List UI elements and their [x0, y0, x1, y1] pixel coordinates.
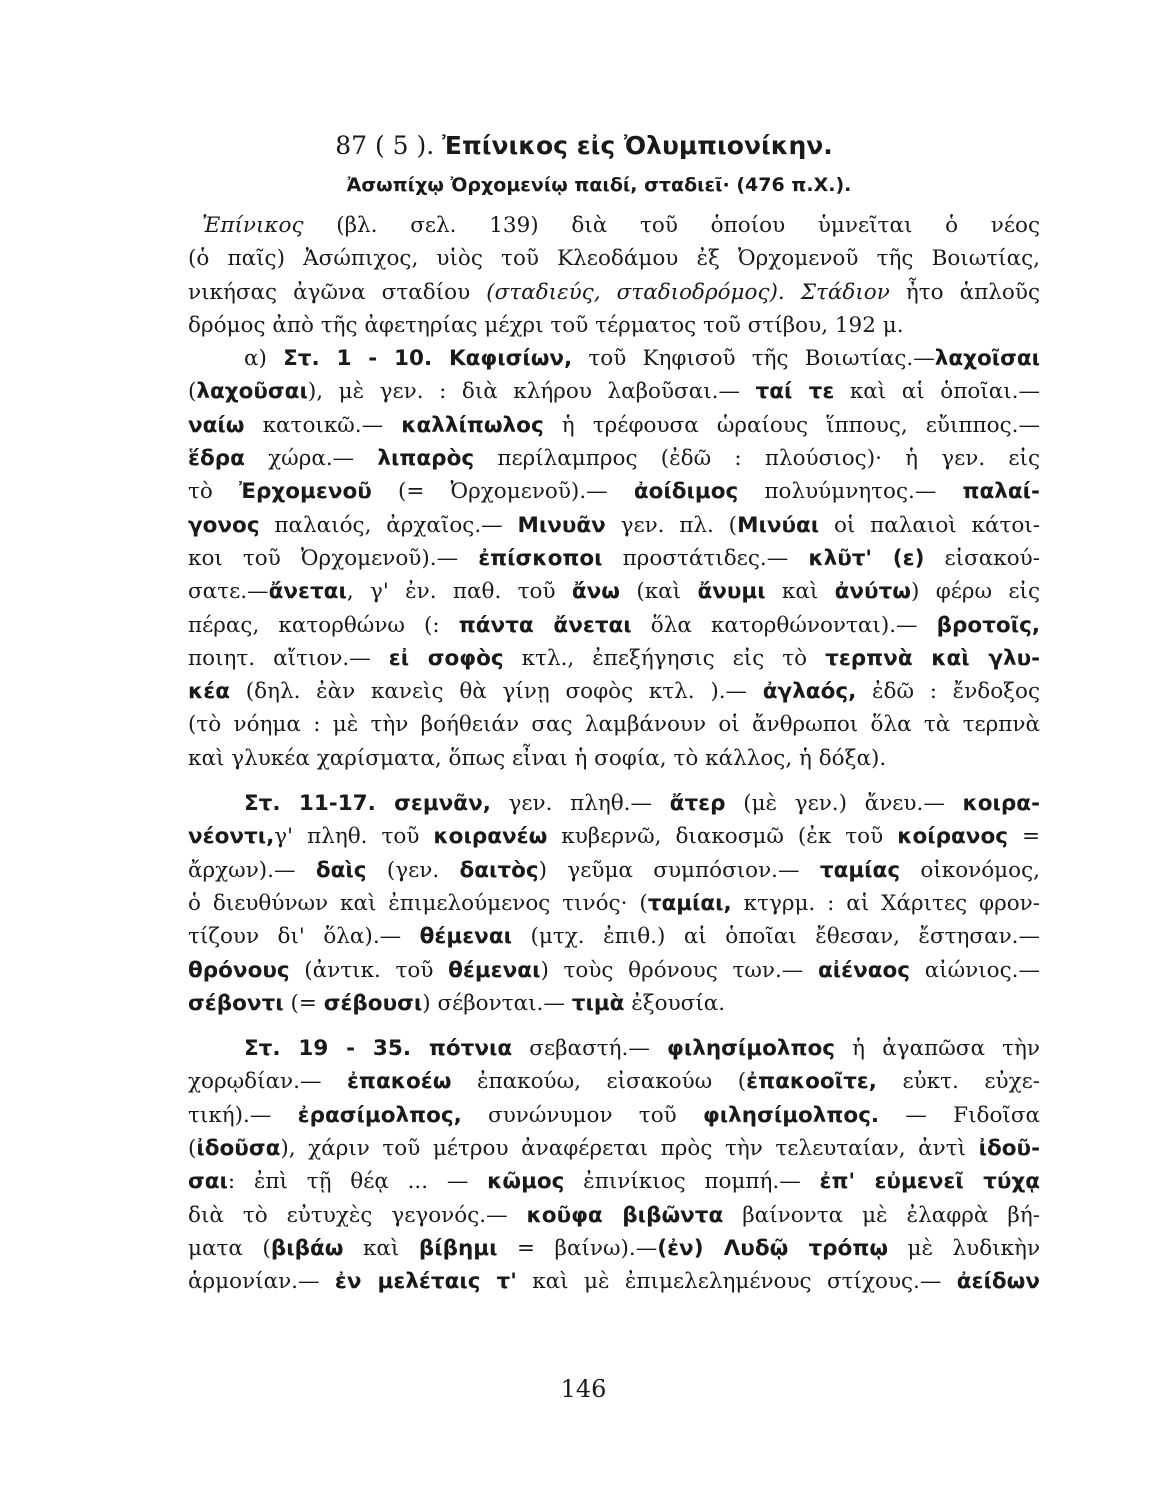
bold-term: ἄνεται: [268, 579, 347, 605]
text-line: [188, 954, 1040, 987]
bold-term: κοιρανέω: [433, 824, 548, 850]
text-run: καὶ: [765, 579, 835, 605]
bold-term: φιλησίμολπος.: [702, 1102, 880, 1128]
text-line: [188, 920, 1040, 953]
text-run: καὶ γλυκέα χαρίσματα, ὅπως εἶναι ἡ σοφία, τὸ κάλλος, ἡ δόξα).: [188, 745, 887, 771]
text-run: κτλ., ἐπεξήγησις εἰς τὸ: [503, 645, 826, 671]
text-line: [188, 342, 1040, 375]
bold-term: ἐπακοοῖτε,: [746, 1069, 877, 1095]
bold-term: σαι: [188, 1169, 228, 1195]
bold-term: παλαί-: [962, 479, 1040, 505]
bold-term: λαχοῖσαι: [934, 346, 1041, 372]
text-run: (ἀντικ. τοῦ: [289, 957, 449, 983]
bold-term: πάντα ἄνεται: [458, 612, 632, 638]
bold-term: Μινύαι: [737, 512, 820, 538]
text-run: ματα (: [188, 1235, 271, 1261]
text-run: ἐπινίκιος πομπή.—: [564, 1169, 820, 1195]
text-run: (μὲ γεν.) ἄνευ.—: [725, 791, 963, 817]
bold-term: Στ. 11-17. σεμνᾶν,: [244, 791, 491, 817]
text-run: ) φέρω εἰς: [910, 579, 1041, 605]
bold-term: ταμίαι,: [647, 890, 732, 916]
text-run: ἐξουσία.: [624, 990, 726, 1016]
text-line: [188, 442, 1040, 475]
text-line: [188, 642, 1040, 675]
text-run: ὁ διευθύνων καὶ ἐπιμελούμενος τινός· (: [188, 890, 648, 916]
text-run: σατε.—: [188, 579, 269, 605]
text-line: [188, 820, 1040, 853]
text-line: [188, 609, 1040, 642]
text-run: ἦτο ἁπλοῦς: [889, 279, 1040, 305]
bold-term: κοῦφα βιβῶντα: [526, 1202, 724, 1228]
bold-term: νέοντι,: [188, 824, 275, 850]
text-run: = βαίνω).—: [497, 1235, 658, 1261]
paragraph-gap: [188, 1020, 1040, 1032]
heading-title: Ἐπίνικος εἰς Ὀλυμπιονίκην.: [442, 131, 833, 160]
text-run: ὅλα κατορθώνονται).—: [631, 612, 937, 638]
italic-term: (σταδιεύς, σταδιοδρόμος). Στάδιον: [486, 279, 890, 305]
text-line: [188, 887, 1040, 920]
text-run: τὸ: [188, 479, 239, 505]
bold-term: ἀνύτω: [834, 579, 911, 605]
text-line: [188, 209, 1040, 242]
text-line: [188, 1132, 1040, 1165]
text-line: [188, 854, 1040, 887]
text-line: [188, 1065, 1040, 1098]
text-run: — Fιδοῖσα: [879, 1102, 1041, 1128]
bold-term: σέβουσι: [323, 990, 423, 1016]
bold-term: ἀοίδιμος: [633, 479, 739, 505]
text-run: ), μὲ γεν. : διὰ κλήρου λαβοῦσαι.—: [307, 379, 756, 405]
text-run: (=: [283, 990, 324, 1016]
text-line: [188, 542, 1040, 575]
text-run: σεβαστή.—: [512, 1036, 668, 1062]
text-run: αἰώνιος.—: [910, 957, 1040, 983]
bold-term: εἰ σοφὸς: [388, 645, 504, 671]
text-line: [188, 409, 1040, 442]
bold-term: δαὶς: [315, 857, 367, 883]
bold-term: Στ. 1 - 10. Καφισίων,: [283, 346, 573, 372]
text-run: (καὶ: [619, 579, 698, 605]
text-run: εἰσακού-: [924, 545, 1040, 571]
text-run: γεν. πληθ.—: [490, 791, 670, 817]
bold-term: δαιτὸς: [459, 857, 539, 883]
subheading: Ἀσωπίχῳ Ὀρχομενίῳ παιδί, σταδιεῖ· (476 π.Χ.).: [346, 174, 852, 196]
bold-term: βροτοῖς,: [936, 612, 1040, 638]
heading: [128, 125, 1040, 167]
bold-term: ταμίας: [819, 857, 901, 883]
text-run: (τὸ νόημα : μὲ τὴν βοήθειάν σας λαμβάνουν οἱ ἄνθρωποι ὅλα τὰ τερπνὰ: [188, 712, 1040, 738]
text-run: : ἐπὶ τῇ θέᾳ ... —: [227, 1169, 488, 1195]
text-line: [188, 1165, 1040, 1198]
bold-term: βιβάω: [270, 1235, 344, 1261]
text-run: (μτχ. ἐπιθ.) αἱ ὁποῖαι ἔθεσαν, ἔστησαν.—: [511, 924, 1040, 950]
text-run: κοι τοῦ Ὀρχομενοῦ).—: [188, 545, 479, 571]
bold-term: θέμεναι: [419, 924, 512, 950]
bold-term: ἐν μελέταις τ': [334, 1269, 517, 1295]
bold-term: ἐπίσκοποι: [478, 545, 603, 571]
text-run: νικήσας ἀγῶνα σταδίου: [188, 279, 487, 305]
bold-term: σέβοντι: [188, 990, 284, 1016]
text-run: ), χάριν τοῦ μέτρου ἀναφέρεται πρὸς τὴν τελευταίαν, ἀντὶ: [280, 1136, 979, 1162]
text-run: πέρας, κατορθώνω (:: [188, 612, 459, 638]
bold-term: ἰδοῦσα: [196, 1136, 281, 1162]
text-run: βαίνοντα μὲ ἐλαφρὰ βή-: [723, 1202, 1040, 1228]
text-run: ) τοὺς θρόνους των.—: [540, 957, 818, 983]
text-line: [188, 675, 1040, 708]
text-run: διὰ τὸ εὐτυχὲς γεγονός.—: [188, 1202, 527, 1228]
text-run: περίλαμπρος (ἐδῶ : πλούσιος)· ἡ γεν. εἰς: [474, 446, 1040, 472]
text-run: ἐδῶ : ἔνδοξος: [856, 679, 1040, 705]
bold-term: Μινυᾶν: [517, 512, 606, 538]
text-line: [188, 375, 1040, 408]
text-run: ἁρμονίαν.—: [188, 1269, 335, 1295]
text-line: [188, 1199, 1040, 1232]
text-run: οἱ παλαιοὶ κάτοι-: [819, 512, 1040, 538]
bold-term: κῶμος: [487, 1169, 565, 1195]
bold-term: καλλίπωλος: [401, 412, 544, 438]
text-run: ἡ τρέφουσα ὡραίους ἵππους, εὔιππος.—: [543, 412, 1041, 438]
bold-term: ναίω: [188, 412, 245, 438]
bold-term: ἄνω: [571, 579, 620, 605]
bold-term: Ἐρχομενοῦ: [239, 479, 372, 505]
text-line: [188, 575, 1040, 608]
bold-term: ἄτερ: [669, 791, 726, 817]
text-run: =: [1007, 824, 1040, 850]
text-run: συνώνυμον τοῦ: [461, 1102, 703, 1128]
bold-term: λαχοῦσαι: [196, 379, 308, 405]
text-run: μὲ λυδικὴν: [888, 1235, 1041, 1261]
text-run: (ὁ παῖς) Ἀσώπιχος, υἱὸς τοῦ Κλεοδάμου ἐξ Ὀρχομενοῦ τῆς Βοιωτίας,: [188, 246, 1040, 272]
text-line: [188, 242, 1040, 275]
bold-term: ἐρασίμολπος,: [297, 1102, 462, 1128]
bold-term: λιπαρὸς: [377, 446, 475, 472]
text-run: ποιητ. αἴτιον.—: [188, 645, 389, 671]
text-line: [188, 509, 1040, 542]
text-line: [188, 475, 1040, 508]
document-page: [188, 125, 1040, 1299]
text-run: καὶ μὲ ἐπιμελελημένους στίχους.—: [516, 1269, 957, 1295]
text-run: τική).—: [188, 1102, 298, 1128]
text-run: κυβερνῶ, διακοσμῶ (ἐκ τοῦ: [547, 824, 898, 850]
text-run: , γ' ἐν. παθ. τοῦ: [346, 579, 572, 605]
text-run: (= Ὀρχομενοῦ).—: [371, 479, 634, 505]
text-line: [188, 708, 1040, 741]
bold-term: κλῦτ' (ε): [808, 545, 925, 571]
text-run: ἄρχων).—: [188, 857, 316, 883]
text-line: [188, 276, 1040, 309]
text-run: (: [188, 379, 197, 405]
bold-term: ἀγλαός,: [762, 679, 857, 705]
bold-term: φιλησίμολπος: [667, 1036, 835, 1062]
text-line: [188, 1032, 1040, 1065]
text-line: [188, 787, 1040, 820]
bold-term: βίβημι: [418, 1235, 498, 1261]
text-run: ) γεῦμα συμπόσιον.—: [538, 857, 820, 883]
bold-term: (ἐν) Λυδῷ τρόπῳ: [657, 1235, 889, 1261]
bold-term: ἐπακοέω: [346, 1069, 452, 1095]
text-run: παλαιός, ἀρχαῖος.—: [259, 512, 518, 538]
bold-term: ἀείδων: [956, 1269, 1040, 1295]
text-run: (γεν.: [366, 857, 460, 883]
text-run: ἡ ἀγαπῶσα τὴν: [834, 1036, 1040, 1062]
text-run: καὶ αἱ ὁποῖαι.—: [834, 379, 1041, 405]
text-line: [188, 1099, 1040, 1132]
bold-term: ἰδοῦ-: [978, 1136, 1040, 1162]
heading-number: 87 ( 5 ).: [335, 131, 443, 160]
text-run: κτγρμ. : αἱ Χάριτες φρον-: [731, 890, 1040, 916]
page-number: 146: [560, 1375, 607, 1403]
bold-term: γονος: [188, 512, 260, 538]
bold-term: αἰέναος: [817, 957, 911, 983]
body-text: [188, 209, 1040, 1299]
text-run: εὐκτ. εὐχε-: [876, 1069, 1040, 1095]
text-run: γεν. πλ. (: [605, 512, 738, 538]
text-run: κατοικῶ.—: [244, 412, 402, 438]
text-run: καὶ: [343, 1235, 419, 1261]
bold-term: τιμὰ: [571, 990, 625, 1016]
text-run: (δηλ. ἐὰν κανεὶς θὰ γίνῃ σοφὸς κτλ. ).—: [230, 679, 763, 705]
text-run: ) σέβονται.—: [422, 990, 572, 1016]
text-run: τίζουν δι' ὅλα).—: [188, 924, 420, 950]
text-run: προστάτιδες.—: [602, 545, 809, 571]
text-run: (: [188, 1136, 197, 1162]
text-line: [188, 309, 1040, 342]
bold-term: κέα: [188, 679, 231, 705]
text-run: χώρα.—: [244, 446, 378, 472]
italic-term: Ἐπίνικος: [202, 213, 304, 238]
text-run: γ' πληθ. τοῦ: [274, 824, 434, 850]
bold-term: ἕδρα: [188, 446, 245, 472]
text-line: [188, 1265, 1040, 1298]
bold-term: ἄνυμι: [697, 579, 766, 605]
text-run: τοῦ Κηφισοῦ τῆς Βοιωτίας.—: [572, 346, 935, 372]
bold-term: κοίρανος: [897, 824, 1008, 850]
text-line: [188, 987, 1040, 1020]
bold-term: Στ. 19 - 35. πότνια: [244, 1036, 513, 1062]
bold-term: ταί τε: [755, 379, 835, 405]
text-run: (βλ. σελ. 139) διὰ τοῦ ὁποίου ὑμνεῖται ὁ νέος: [303, 213, 1040, 238]
text-line: [188, 742, 1040, 775]
bold-term: ἐπ' εὐμενεῖ τύχᾳ: [819, 1169, 1040, 1195]
text-run: χορῳδίαν.—: [188, 1069, 347, 1095]
text-run: ἐπακούω, εἰσακούω (: [451, 1069, 747, 1095]
bold-term: θέμεναι: [448, 957, 541, 983]
text-run: οἰκονόμος,: [900, 857, 1040, 883]
bold-term: κοιρα-: [962, 791, 1040, 817]
text-run: α): [244, 346, 284, 372]
text-line: [188, 1232, 1040, 1265]
text-run: δρόμος ἀπὸ τῆς ἀφετηρίας μέχρι τοῦ τέρματος τοῦ στίβου, 192 μ.: [188, 312, 904, 338]
bold-term: τερπνὰ καὶ γλυ-: [825, 645, 1041, 671]
text-run: πολυύμνητος.—: [738, 479, 963, 505]
bold-term: θρόνους: [188, 957, 290, 983]
paragraph-gap: [188, 775, 1040, 787]
